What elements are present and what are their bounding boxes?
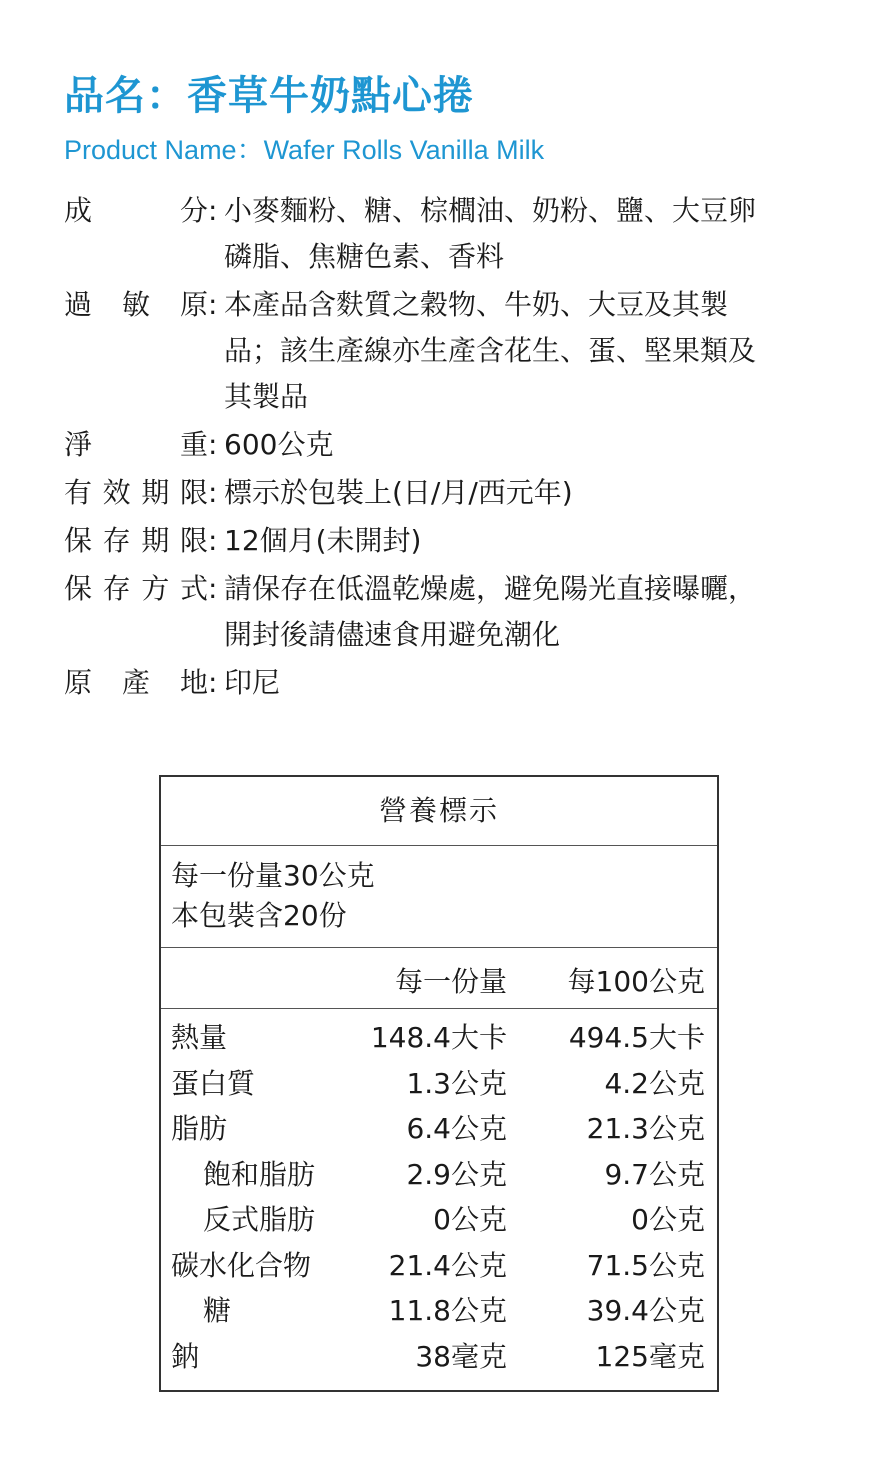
info-label-char: 限 — [179, 476, 208, 509]
info-label-char: 期 — [141, 476, 170, 509]
serving-size: 每一份量30公克 — [171, 859, 375, 892]
info-value-line: 小麥麵粉、糖、棕櫚油、奶粉、鹽、大豆卵 — [224, 194, 757, 227]
info-label-char: 保 — [64, 572, 93, 605]
info-value-line: 請保存在低溫乾燥處，避免陽光直接曝曬， — [224, 572, 757, 605]
nutrient-per-100g: 9.7公克 — [604, 1157, 705, 1191]
nutrition-facts-table — [159, 775, 719, 1392]
info-label — [64, 660, 208, 706]
info-label-char: 限 — [179, 524, 208, 557]
info-value-line: 開封後請儘速食用避免潮化 — [224, 618, 561, 651]
column-header-per-serving: 每一份量 — [394, 965, 507, 998]
nutrition-row — [161, 1288, 717, 1334]
nutrition-row — [161, 1197, 717, 1243]
nutrient-per-serving: 148.4大卡 — [370, 1021, 507, 1054]
info-value — [224, 422, 834, 468]
info-value-line: 品；該生產線亦生產含花生、蛋、堅果類及 — [224, 334, 757, 367]
nutrition-row — [161, 1152, 717, 1198]
info-label-char: 原 — [179, 288, 208, 321]
info-label-char: 重 — [179, 428, 208, 461]
info-colon: : — [208, 428, 218, 461]
info-label-char: 式 — [179, 572, 208, 605]
nutrient-name: 熱量 — [171, 1021, 228, 1054]
nutrient-name: 糖 — [203, 1294, 232, 1327]
info-label-char: 淨 — [64, 428, 93, 461]
nutrient-per-100g: 4.2公克 — [604, 1066, 705, 1100]
info-label — [64, 422, 208, 468]
info-colon: : — [208, 524, 218, 557]
info-row — [64, 422, 834, 468]
nutrient-per-serving: 6.4公克 — [406, 1112, 507, 1145]
info-colon: : — [208, 476, 218, 509]
info-value — [224, 518, 834, 564]
nutrient-per-serving: 1.3公克 — [406, 1066, 507, 1100]
nutrient-per-serving: 11.8公克 — [388, 1294, 507, 1327]
nutrient-name: 飽和脂肪 — [203, 1157, 316, 1191]
info-value-line: 其製品 — [224, 380, 309, 413]
info-row — [64, 518, 834, 564]
column-header-per-100g: 每100公克 — [567, 965, 705, 998]
nutrient-per-100g: 21.3公克 — [586, 1112, 705, 1145]
info-label-char: 過 — [64, 288, 93, 321]
nutrition-rows — [161, 1009, 717, 1379]
info-colon: : — [208, 572, 218, 605]
info-row — [64, 282, 834, 420]
info-label-char: 地 — [179, 666, 208, 699]
info-value-line: 600公克 — [224, 428, 334, 461]
product-info-section — [64, 188, 834, 708]
info-label-char: 期 — [141, 524, 170, 557]
nutrient-name: 鈉 — [171, 1339, 200, 1373]
nutrient-name: 蛋白質 — [171, 1066, 256, 1100]
info-value — [224, 282, 834, 420]
nutrition-row — [161, 1334, 717, 1380]
info-colon: : — [208, 194, 218, 227]
info-row — [64, 470, 834, 516]
info-label — [64, 566, 208, 612]
info-label-char: 有 — [64, 476, 93, 509]
info-colon: : — [208, 288, 218, 321]
product-name-zh: 品名：香草牛奶點心捲 — [64, 73, 474, 119]
info-row — [64, 660, 834, 706]
nutrition-row — [161, 1015, 717, 1061]
nutrition-row — [161, 1243, 717, 1289]
info-label-char: 存 — [102, 572, 131, 605]
info-label-char: 保 — [64, 524, 93, 557]
info-value-line: 12個月(未開封) — [224, 524, 422, 557]
nutrient-per-100g: 39.4公克 — [586, 1294, 705, 1327]
info-label-char: 存 — [102, 524, 131, 557]
nutrition-row — [161, 1106, 717, 1152]
info-value-line: 磷脂、焦糖色素、香料 — [224, 240, 505, 273]
product-name-en: Product Name：Wafer Rolls Vanilla Milk — [64, 135, 545, 165]
info-label-char: 原 — [64, 666, 93, 699]
nutrient-name: 碳水化合物 — [171, 1248, 312, 1282]
info-value-line: 標示於包裝上(日/月/西元年) — [224, 476, 573, 509]
nutrient-per-100g: 494.5大卡 — [568, 1021, 705, 1054]
nutrient-name: 反式脂肪 — [203, 1203, 316, 1236]
nutrient-per-100g: 0公克 — [631, 1203, 705, 1236]
info-label-char: 成 — [64, 194, 93, 227]
info-label-char: 效 — [102, 476, 131, 509]
info-colon: : — [208, 666, 218, 699]
servings-per-package: 本包裝含20份 — [171, 899, 347, 932]
info-value — [224, 660, 834, 706]
nutrition-header-row — [161, 948, 717, 1009]
info-label — [64, 188, 208, 234]
nutrient-per-100g: 125毫克 — [595, 1339, 705, 1373]
nutrient-name: 脂肪 — [171, 1112, 228, 1145]
info-label-char: 分 — [179, 194, 208, 227]
nutrient-per-100g: 71.5公克 — [586, 1248, 705, 1282]
info-label-char: 敏 — [121, 288, 150, 321]
info-value — [224, 566, 834, 658]
info-value-line: 印尼 — [224, 666, 281, 699]
nutrition-row — [161, 1061, 717, 1107]
info-value-line: 本產品含麩質之穀物、牛奶、大豆及其製 — [224, 288, 729, 321]
info-row — [64, 188, 834, 280]
info-value — [224, 188, 834, 280]
info-label — [64, 518, 208, 564]
info-row — [64, 566, 834, 658]
info-label-char: 方 — [141, 572, 170, 605]
nutrient-per-serving: 21.4公克 — [388, 1248, 507, 1282]
info-label — [64, 470, 208, 516]
info-label — [64, 282, 208, 328]
nutrient-per-serving: 38毫克 — [415, 1339, 507, 1373]
nutrient-per-serving: 2.9公克 — [406, 1157, 507, 1191]
info-value — [224, 470, 834, 516]
serving-info — [161, 846, 717, 948]
nutrition-title: 營養標示 — [161, 777, 717, 846]
nutrient-per-serving: 0公克 — [433, 1203, 507, 1236]
info-label-char: 產 — [121, 666, 150, 699]
